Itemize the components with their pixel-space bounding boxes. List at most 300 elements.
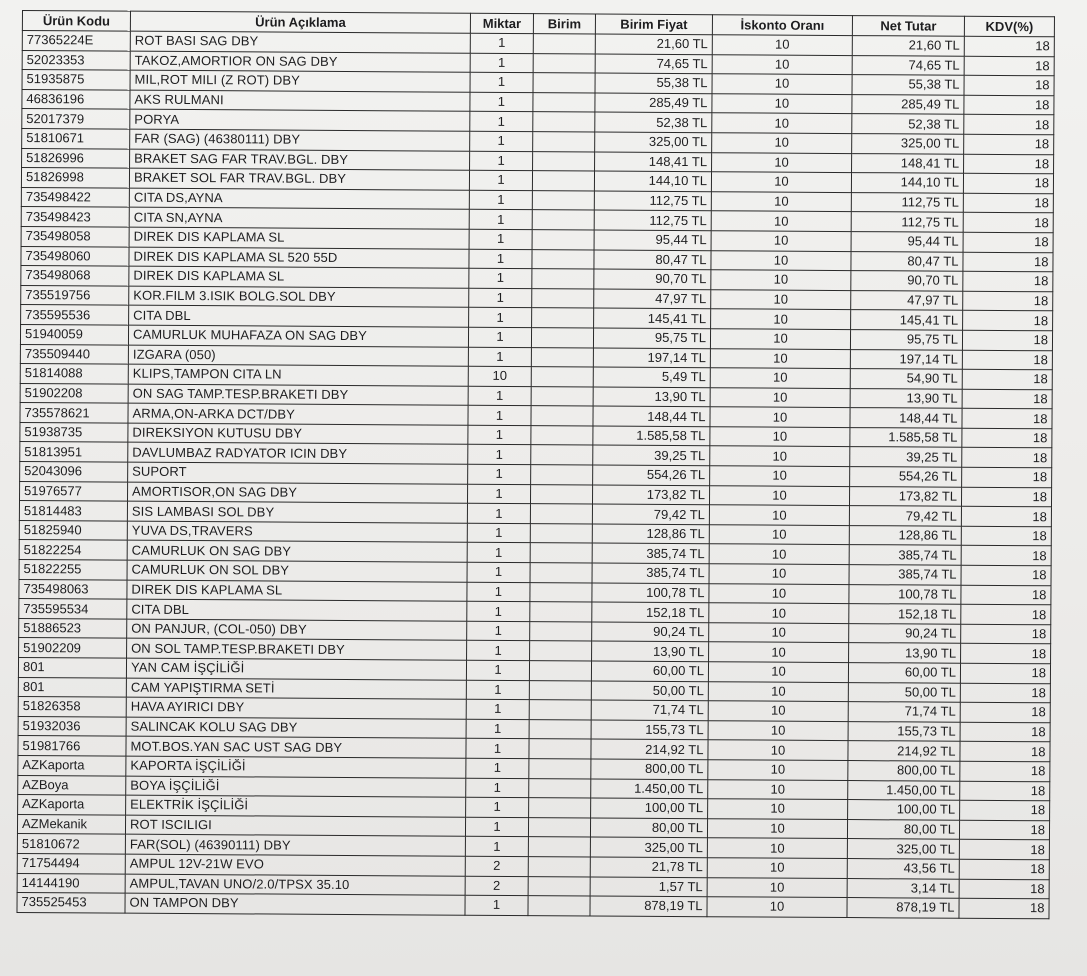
cell-discount: 10 bbox=[712, 152, 852, 172]
cell-description: DIREK DIS KAPLAMA SL bbox=[129, 266, 469, 288]
cell-unit bbox=[530, 563, 592, 583]
cell-code: 14144190 bbox=[17, 873, 125, 893]
cell-net-total: 95,44 TL bbox=[851, 232, 963, 252]
cell-discount: 10 bbox=[710, 348, 850, 368]
cell-net-total: 79,42 TL bbox=[849, 506, 961, 526]
cell-net-total: 145,41 TL bbox=[851, 310, 963, 330]
cell-code: AZBoya bbox=[18, 775, 126, 795]
cell-discount: 10 bbox=[711, 270, 851, 290]
cell-vat: 18 bbox=[959, 859, 1049, 879]
cell-code: 51822255 bbox=[19, 560, 127, 580]
cell-code: 51902209 bbox=[19, 638, 127, 658]
cell-quantity: 1 bbox=[465, 837, 528, 857]
cell-unit bbox=[529, 778, 591, 798]
cell-vat: 18 bbox=[959, 898, 1049, 918]
cell-discount: 10 bbox=[708, 720, 848, 740]
cell-unit bbox=[533, 112, 595, 132]
cell-quantity: 1 bbox=[467, 562, 530, 582]
cell-quantity: 1 bbox=[467, 641, 530, 661]
cell-net-total: 148,41 TL bbox=[852, 153, 964, 173]
cell-description: DIREK DIS KAPLAMA SL 520 55D bbox=[129, 247, 469, 269]
cell-code: 51938735 bbox=[20, 422, 128, 442]
cell-description: ON SAG TAMP.TESP.BRAKETI DBY bbox=[128, 384, 468, 406]
cell-discount: 10 bbox=[712, 113, 852, 133]
cell-vat: 18 bbox=[963, 271, 1053, 291]
cell-net-total: 128,86 TL bbox=[849, 525, 961, 545]
cell-vat: 18 bbox=[959, 879, 1049, 899]
cell-vat: 18 bbox=[962, 350, 1052, 370]
cell-discount: 10 bbox=[710, 446, 850, 466]
cell-code: 51826996 bbox=[22, 148, 130, 168]
cell-quantity: 1 bbox=[470, 53, 533, 73]
cell-vat: 18 bbox=[964, 36, 1054, 56]
cell-code: 51825940 bbox=[19, 520, 127, 540]
cell-vat: 18 bbox=[960, 702, 1050, 722]
cell-unit-price: 100,00 TL bbox=[591, 798, 708, 818]
cell-code: 51940059 bbox=[20, 324, 128, 344]
header-vat: KDV(%) bbox=[964, 16, 1054, 37]
cell-unit bbox=[533, 73, 595, 93]
cell-discount: 10 bbox=[707, 897, 847, 917]
cell-discount: 10 bbox=[710, 407, 850, 427]
cell-unit bbox=[528, 876, 590, 896]
cell-unit-price: 60,00 TL bbox=[591, 661, 708, 681]
cell-unit-price: 80,47 TL bbox=[594, 250, 711, 270]
cell-unit bbox=[529, 798, 591, 818]
cell-net-total: 47,97 TL bbox=[851, 290, 963, 310]
cell-quantity: 1 bbox=[466, 719, 529, 739]
cell-quantity: 1 bbox=[465, 895, 528, 915]
cell-unit bbox=[533, 132, 595, 152]
cell-description: ON PANJUR, (COL-050) DBY bbox=[127, 619, 467, 641]
cell-unit-price: 55,38 TL bbox=[595, 73, 712, 93]
cell-vat: 18 bbox=[961, 644, 1051, 664]
cell-code: AZMekanik bbox=[17, 814, 125, 834]
cell-description: AKS RULMANI bbox=[130, 90, 470, 112]
cell-quantity: 1 bbox=[469, 268, 532, 288]
cell-unit bbox=[532, 190, 594, 210]
cell-unit-price: 21,78 TL bbox=[590, 857, 707, 877]
cell-unit bbox=[531, 465, 593, 485]
cell-unit bbox=[531, 425, 593, 445]
cell-discount: 10 bbox=[707, 838, 847, 858]
cell-quantity: 1 bbox=[468, 406, 531, 426]
cell-code: 51822254 bbox=[19, 540, 127, 560]
cell-code: 51814088 bbox=[20, 364, 128, 384]
cell-unit bbox=[528, 817, 590, 837]
cell-net-total: 90,24 TL bbox=[849, 623, 961, 643]
cell-code: AZKaporta bbox=[18, 755, 126, 775]
cell-description: FAR (SAG) (46380111) DBY bbox=[130, 129, 470, 151]
cell-unit bbox=[530, 484, 592, 504]
cell-discount: 10 bbox=[709, 544, 849, 564]
cell-quantity: 1 bbox=[470, 33, 533, 53]
cell-discount: 10 bbox=[711, 289, 851, 309]
cell-unit bbox=[532, 288, 594, 308]
cell-discount: 10 bbox=[711, 191, 851, 211]
cell-unit-price: 39,25 TL bbox=[593, 445, 710, 465]
cell-discount: 10 bbox=[710, 427, 850, 447]
cell-unit bbox=[529, 661, 591, 681]
cell-discount: 10 bbox=[712, 35, 852, 55]
cell-net-total: 325,00 TL bbox=[852, 134, 964, 154]
cell-unit bbox=[530, 582, 592, 602]
cell-discount: 10 bbox=[711, 250, 851, 270]
cell-vat: 18 bbox=[963, 252, 1053, 272]
cell-vat: 18 bbox=[960, 742, 1050, 762]
cell-unit bbox=[531, 406, 593, 426]
cell-description: DIREK DIS KAPLAMA SL bbox=[127, 580, 467, 602]
cell-discount: 10 bbox=[709, 564, 849, 584]
cell-description: DIREKSIYON KUTUSU DBY bbox=[128, 423, 468, 445]
cell-discount: 10 bbox=[708, 799, 848, 819]
cell-discount: 10 bbox=[708, 701, 848, 721]
cell-discount: 10 bbox=[708, 740, 848, 760]
cell-vat: 18 bbox=[963, 173, 1053, 193]
cell-vat: 18 bbox=[961, 604, 1051, 624]
cell-quantity: 1 bbox=[466, 680, 529, 700]
cell-code: 51981766 bbox=[18, 736, 126, 756]
cell-code: 52023353 bbox=[22, 50, 130, 70]
cell-unit bbox=[531, 386, 593, 406]
cell-quantity: 1 bbox=[467, 523, 530, 543]
cell-description: DAVLUMBAZ RADYATOR ICIN DBY bbox=[128, 443, 468, 465]
cell-description: MOT.BOS.YAN SAC UST SAG DBY bbox=[126, 737, 466, 759]
cell-vat: 18 bbox=[961, 526, 1051, 546]
cell-unit-price: 155,73 TL bbox=[591, 720, 708, 740]
cell-code: 735498068 bbox=[21, 266, 129, 286]
cell-description: KOR.FILM 3.ISIK BOLG.SOL DBY bbox=[129, 286, 469, 308]
cell-net-total: 52,38 TL bbox=[852, 114, 964, 134]
cell-unit bbox=[531, 445, 593, 465]
cell-unit bbox=[529, 739, 591, 759]
cell-code: 51932036 bbox=[18, 716, 126, 736]
cell-unit-price: 13,90 TL bbox=[592, 641, 709, 661]
cell-unit bbox=[531, 367, 593, 387]
cell-description: MIL,ROT MILI (Z ROT) DBY bbox=[130, 70, 470, 92]
cell-net-total: 13,90 TL bbox=[850, 388, 962, 408]
cell-unit bbox=[528, 896, 590, 916]
cell-unit-price: 112,75 TL bbox=[594, 191, 711, 211]
cell-vat: 18 bbox=[960, 683, 1050, 703]
table-body bbox=[17, 31, 1054, 919]
header-unit-price: Birim Fiyat bbox=[595, 14, 712, 35]
cell-discount: 10 bbox=[711, 211, 851, 231]
cell-net-total: 878,19 TL bbox=[847, 898, 959, 918]
cell-description: BRAKET SAG FAR TRAV.BGL. DBY bbox=[130, 149, 470, 171]
cell-vat: 18 bbox=[964, 134, 1054, 154]
cell-description: ARMA,ON-ARKA DCT/DBY bbox=[128, 403, 468, 425]
cell-quantity: 1 bbox=[470, 151, 533, 171]
cell-vat: 18 bbox=[961, 506, 1051, 526]
cell-unit-price: 90,70 TL bbox=[594, 269, 711, 289]
cell-vat: 18 bbox=[961, 585, 1051, 605]
cell-net-total: 90,70 TL bbox=[851, 271, 963, 291]
cell-vat: 18 bbox=[960, 800, 1050, 820]
cell-quantity: 1 bbox=[466, 660, 529, 680]
cell-vat: 18 bbox=[963, 311, 1053, 331]
cell-quantity: 1 bbox=[466, 797, 529, 817]
cell-quantity: 1 bbox=[469, 170, 532, 190]
cell-discount: 10 bbox=[712, 74, 852, 94]
cell-quantity: 1 bbox=[466, 778, 529, 798]
cell-code: 51976577 bbox=[20, 481, 128, 501]
cell-unit-price: 285,49 TL bbox=[595, 93, 712, 113]
cell-description: SALINCAK KOLU SAG DBY bbox=[126, 717, 466, 739]
cell-description: CAMURLUK MUHAFAZA ON SAG DBY bbox=[128, 325, 468, 347]
cell-description: YUVA DS,TRAVERS bbox=[127, 521, 467, 543]
cell-description: CAMURLUK ON SAG DBY bbox=[127, 541, 467, 563]
cell-discount: 10 bbox=[709, 525, 849, 545]
cell-code: 735498423 bbox=[21, 207, 129, 227]
cell-net-total: 385,74 TL bbox=[849, 565, 961, 585]
cell-quantity: 1 bbox=[468, 464, 531, 484]
cell-discount: 10 bbox=[708, 779, 848, 799]
cell-discount: 10 bbox=[708, 760, 848, 780]
cell-net-total: 144,10 TL bbox=[851, 173, 963, 193]
cell-discount: 10 bbox=[711, 231, 851, 251]
cell-net-total: 285,49 TL bbox=[852, 94, 964, 114]
cell-description: AMPUL,TAVAN UNO/2.0/TPSX 35.10 bbox=[125, 874, 465, 896]
cell-quantity: 1 bbox=[469, 308, 532, 328]
cell-unit bbox=[530, 621, 592, 641]
cell-discount: 10 bbox=[712, 54, 852, 74]
cell-code: 46836196 bbox=[22, 89, 130, 109]
cell-code: 51810672 bbox=[17, 834, 125, 854]
cell-unit bbox=[532, 171, 594, 191]
cell-quantity: 1 bbox=[465, 817, 528, 837]
cell-quantity: 1 bbox=[469, 229, 532, 249]
cell-discount: 10 bbox=[709, 583, 849, 603]
cell-quantity: 1 bbox=[468, 386, 531, 406]
cell-vat: 18 bbox=[963, 213, 1053, 233]
cell-net-total: 148,44 TL bbox=[850, 408, 962, 428]
cell-discount: 10 bbox=[707, 858, 847, 878]
cell-discount: 10 bbox=[709, 505, 849, 525]
cell-description: ROT BASI SAG DBY bbox=[130, 31, 470, 53]
cell-quantity: 1 bbox=[467, 484, 530, 504]
cell-vat: 18 bbox=[960, 722, 1050, 742]
cell-net-total: 155,73 TL bbox=[848, 721, 960, 741]
cell-description: ELEKTRİK İŞÇİLİĞİ bbox=[126, 795, 466, 817]
header-net-total: Net Tutar bbox=[852, 16, 964, 37]
cell-net-total: 95,75 TL bbox=[850, 329, 962, 349]
cell-vat: 18 bbox=[960, 761, 1050, 781]
cell-unit-price: 1,57 TL bbox=[590, 877, 707, 897]
cell-description: KLIPS,TAMPON CITA LN bbox=[128, 364, 468, 386]
cell-discount: 10 bbox=[709, 485, 849, 505]
cell-quantity: 10 bbox=[468, 366, 531, 386]
cell-unit-price: 71,74 TL bbox=[591, 700, 708, 720]
cell-unit bbox=[530, 602, 592, 622]
cell-code: 51826358 bbox=[18, 697, 126, 717]
cell-unit bbox=[532, 230, 594, 250]
cell-net-total: 80,47 TL bbox=[851, 251, 963, 271]
cell-code: 77365224E bbox=[22, 31, 130, 51]
cell-unit-price: 52,38 TL bbox=[595, 112, 712, 132]
cell-net-total: 21,60 TL bbox=[852, 36, 964, 56]
cell-discount: 10 bbox=[712, 133, 852, 153]
cell-vat: 18 bbox=[961, 546, 1051, 566]
cell-unit bbox=[532, 210, 594, 230]
cell-vat: 18 bbox=[959, 820, 1049, 840]
cell-net-total: 100,00 TL bbox=[848, 800, 960, 820]
cell-quantity: 1 bbox=[467, 503, 530, 523]
cell-description: ON SOL TAMP.TESP.BRAKETI DBY bbox=[127, 639, 467, 661]
cell-unit-price: 385,74 TL bbox=[592, 563, 709, 583]
cell-net-total: 152,18 TL bbox=[849, 604, 961, 624]
cell-code: 735498063 bbox=[19, 579, 127, 599]
cell-quantity: 1 bbox=[467, 621, 530, 641]
cell-quantity: 1 bbox=[468, 425, 531, 445]
cell-unit bbox=[533, 151, 595, 171]
cell-vat: 18 bbox=[962, 369, 1052, 389]
cell-net-total: 112,75 TL bbox=[851, 212, 963, 232]
cell-discount: 10 bbox=[710, 329, 850, 349]
cell-code: 735578621 bbox=[20, 403, 128, 423]
cell-description: CITA DBL bbox=[129, 305, 469, 327]
cell-discount: 10 bbox=[710, 387, 850, 407]
cell-net-total: 112,75 TL bbox=[851, 192, 963, 212]
cell-net-total: 197,14 TL bbox=[850, 349, 962, 369]
cell-net-total: 80,00 TL bbox=[847, 819, 959, 839]
cell-vat: 18 bbox=[963, 291, 1053, 311]
cell-code: 735519756 bbox=[21, 285, 129, 305]
cell-unit bbox=[530, 504, 592, 524]
cell-quantity: 1 bbox=[468, 347, 531, 367]
cell-unit bbox=[532, 308, 594, 328]
cell-quantity: 1 bbox=[469, 210, 532, 230]
cell-description: KAPORTA İŞÇİLİĞİ bbox=[126, 756, 466, 778]
cell-description: CITA DS,AYNA bbox=[129, 188, 469, 210]
cell-description: SUPORT bbox=[128, 462, 468, 484]
cell-unit-price: 100,78 TL bbox=[592, 583, 709, 603]
cell-quantity: 1 bbox=[467, 543, 530, 563]
invoice-table bbox=[16, 10, 1054, 919]
cell-net-total: 800,00 TL bbox=[848, 761, 960, 781]
cell-vat: 18 bbox=[960, 663, 1050, 683]
cell-unit-price: 1.585,58 TL bbox=[593, 426, 710, 446]
cell-net-total: 60,00 TL bbox=[848, 663, 960, 683]
cell-vat: 18 bbox=[962, 409, 1052, 429]
cell-unit-price: 80,00 TL bbox=[590, 818, 707, 838]
cell-vat: 18 bbox=[964, 154, 1054, 174]
cell-vat: 18 bbox=[962, 448, 1052, 468]
cell-unit bbox=[529, 719, 591, 739]
cell-unit-price: 74,65 TL bbox=[595, 54, 712, 74]
cell-vat: 18 bbox=[963, 193, 1053, 213]
cell-unit bbox=[531, 328, 593, 348]
cell-net-total: 54,90 TL bbox=[850, 369, 962, 389]
cell-description: TAKOZ,AMORTIOR ON SAG DBY bbox=[130, 51, 470, 73]
cell-code: 735498060 bbox=[21, 246, 129, 266]
cell-discount: 10 bbox=[711, 309, 851, 329]
cell-code: 735595534 bbox=[19, 599, 127, 619]
cell-unit bbox=[533, 34, 595, 54]
cell-unit-price: 325,00 TL bbox=[590, 837, 707, 857]
cell-net-total: 554,26 TL bbox=[850, 467, 962, 487]
cell-unit bbox=[532, 269, 594, 289]
cell-vat: 18 bbox=[962, 467, 1052, 487]
cell-discount: 10 bbox=[711, 172, 851, 192]
cell-vat: 18 bbox=[964, 75, 1054, 95]
cell-code: 735498058 bbox=[21, 226, 129, 246]
cell-net-total: 43,56 TL bbox=[847, 858, 959, 878]
cell-discount: 10 bbox=[709, 623, 849, 643]
cell-description: DIREK DIS KAPLAMA SL bbox=[129, 227, 469, 249]
header-description: Ürün Açıklama bbox=[130, 11, 470, 33]
cell-quantity: 2 bbox=[465, 856, 528, 876]
header-unit: Birim bbox=[533, 14, 595, 34]
cell-net-total: 173,82 TL bbox=[849, 486, 961, 506]
cell-code: 801 bbox=[18, 657, 126, 677]
cell-code: AZKaporta bbox=[18, 795, 126, 815]
cell-quantity: 1 bbox=[470, 131, 533, 151]
cell-discount: 10 bbox=[708, 662, 848, 682]
cell-description: YAN CAM İŞÇİLİĞİ bbox=[126, 658, 466, 680]
cell-net-total: 325,00 TL bbox=[847, 839, 959, 859]
cell-code: 735498422 bbox=[21, 187, 129, 207]
cell-code: 51814483 bbox=[19, 501, 127, 521]
cell-unit-price: 13,90 TL bbox=[593, 387, 710, 407]
cell-unit-price: 325,00 TL bbox=[595, 132, 712, 152]
cell-unit bbox=[529, 680, 591, 700]
cell-code: 52017379 bbox=[22, 109, 130, 129]
cell-net-total: 214,92 TL bbox=[848, 741, 960, 761]
cell-description: ON TAMPON DBY bbox=[125, 893, 465, 915]
cell-discount: 10 bbox=[707, 877, 847, 897]
cell-unit-price: 800,00 TL bbox=[591, 759, 708, 779]
cell-vat: 18 bbox=[961, 624, 1051, 644]
cell-description: AMPUL 12V-21W EVO bbox=[125, 854, 465, 876]
cell-code: 801 bbox=[18, 677, 126, 697]
cell-quantity: 1 bbox=[469, 190, 532, 210]
cell-unit-price: 554,26 TL bbox=[593, 465, 710, 485]
cell-code: 71754494 bbox=[17, 853, 125, 873]
cell-unit bbox=[528, 837, 590, 857]
cell-unit-price: 214,92 TL bbox=[591, 739, 708, 759]
cell-net-total: 39,25 TL bbox=[850, 447, 962, 467]
cell-description: SIS LAMBASI SOL DBY bbox=[127, 501, 467, 523]
cell-description: PORYA bbox=[130, 110, 470, 132]
cell-quantity: 1 bbox=[470, 92, 533, 112]
cell-quantity: 1 bbox=[467, 582, 530, 602]
cell-discount: 10 bbox=[708, 681, 848, 701]
cell-unit-price: 50,00 TL bbox=[591, 681, 708, 701]
cell-net-total: 1.585,58 TL bbox=[850, 427, 962, 447]
cell-quantity: 1 bbox=[469, 249, 532, 269]
cell-unit bbox=[529, 759, 591, 779]
cell-unit bbox=[533, 53, 595, 73]
cell-net-total: 100,78 TL bbox=[849, 584, 961, 604]
cell-discount: 10 bbox=[710, 368, 850, 388]
cell-quantity: 1 bbox=[470, 112, 533, 132]
cell-vat: 18 bbox=[962, 330, 1052, 350]
cell-unit-price: 128,86 TL bbox=[592, 524, 709, 544]
cell-unit bbox=[528, 857, 590, 877]
cell-net-total: 74,65 TL bbox=[852, 55, 964, 75]
cell-code: 51886523 bbox=[19, 618, 127, 638]
cell-description: CAMURLUK ON SOL DBY bbox=[127, 560, 467, 582]
cell-description: CITA DBL bbox=[127, 599, 467, 621]
cell-discount: 10 bbox=[712, 93, 852, 113]
cell-description: CAM YAPIŞTIRMA SETİ bbox=[126, 678, 466, 700]
cell-unit bbox=[531, 347, 593, 367]
cell-code: 51810671 bbox=[22, 128, 130, 148]
cell-description: IZGARA (050) bbox=[128, 345, 468, 367]
cell-unit-price: 148,44 TL bbox=[593, 406, 710, 426]
cell-code: 51902208 bbox=[20, 383, 128, 403]
